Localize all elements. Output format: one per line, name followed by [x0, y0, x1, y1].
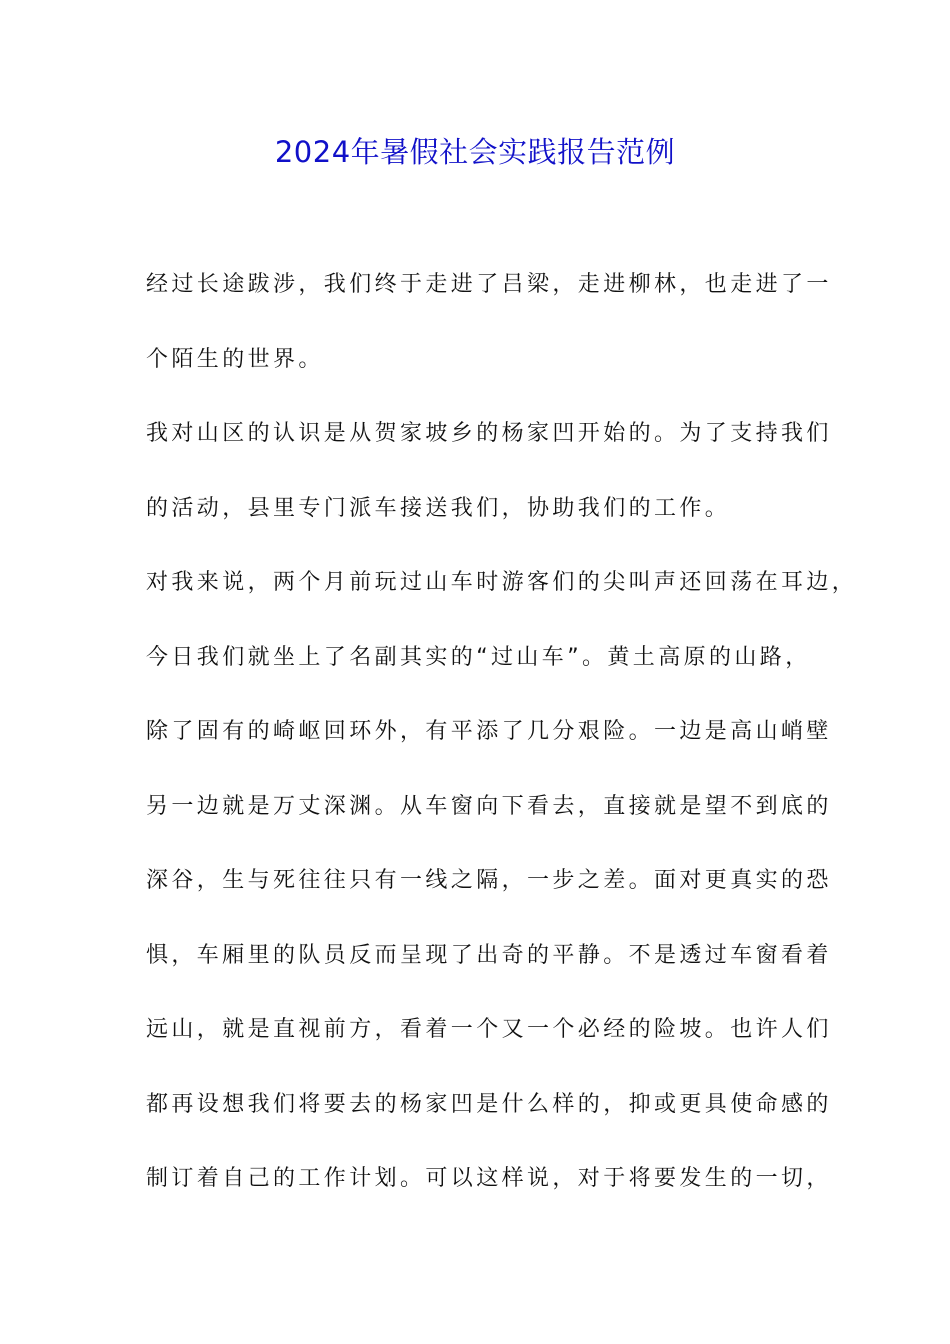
document-body	[146, 260, 858, 1229]
text-line: 除了固有的崎岖回环外，有平添了几分艰险。一边是高山峭壁	[146, 719, 832, 744]
document-title: 2024年暑假社会实践报告范例	[274, 135, 676, 169]
text-line: 个陌生的世界。	[146, 346, 324, 372]
text-line: 对我来说，两个月前玩过山车时游客们的尖叫声还回荡在耳边，	[146, 570, 858, 595]
text-line: 今日我们就坐上了名副其实的“过山车”。黄土高原的山路，	[146, 644, 811, 670]
text-line: 远山，就是直视前方，看着一个又一个必经的险坡。也许人们	[146, 1017, 832, 1042]
text-line: 另一边就是万丈深渊。从车窗向下看去，直接就是望不到底的	[146, 793, 832, 819]
text-line: 制订着自己的工作计划。可以这样说，对于将要发生的一切，	[146, 1166, 832, 1191]
text-line: 我对山区的认识是从贺家坡乡的杨家凹开始的。为了支持我们	[146, 421, 832, 446]
text-line: 经过长途跋涉，我们终于走进了吕梁，走进柳林，也走进了一	[146, 272, 832, 297]
text-line: 深谷，生与死往往只有一线之隔，一步之差。面对更真实的恐	[146, 868, 832, 893]
text-line: 都再设想我们将要去的杨家凹是什么样的，抑或更具使命感的	[146, 1091, 832, 1117]
text-line: 惧，车厢里的队员反而呈现了出奇的平静。不是透过车窗看着	[146, 942, 832, 968]
text-line: 的活动，县里专门派车接送我们，协助我们的工作。	[146, 495, 731, 521]
